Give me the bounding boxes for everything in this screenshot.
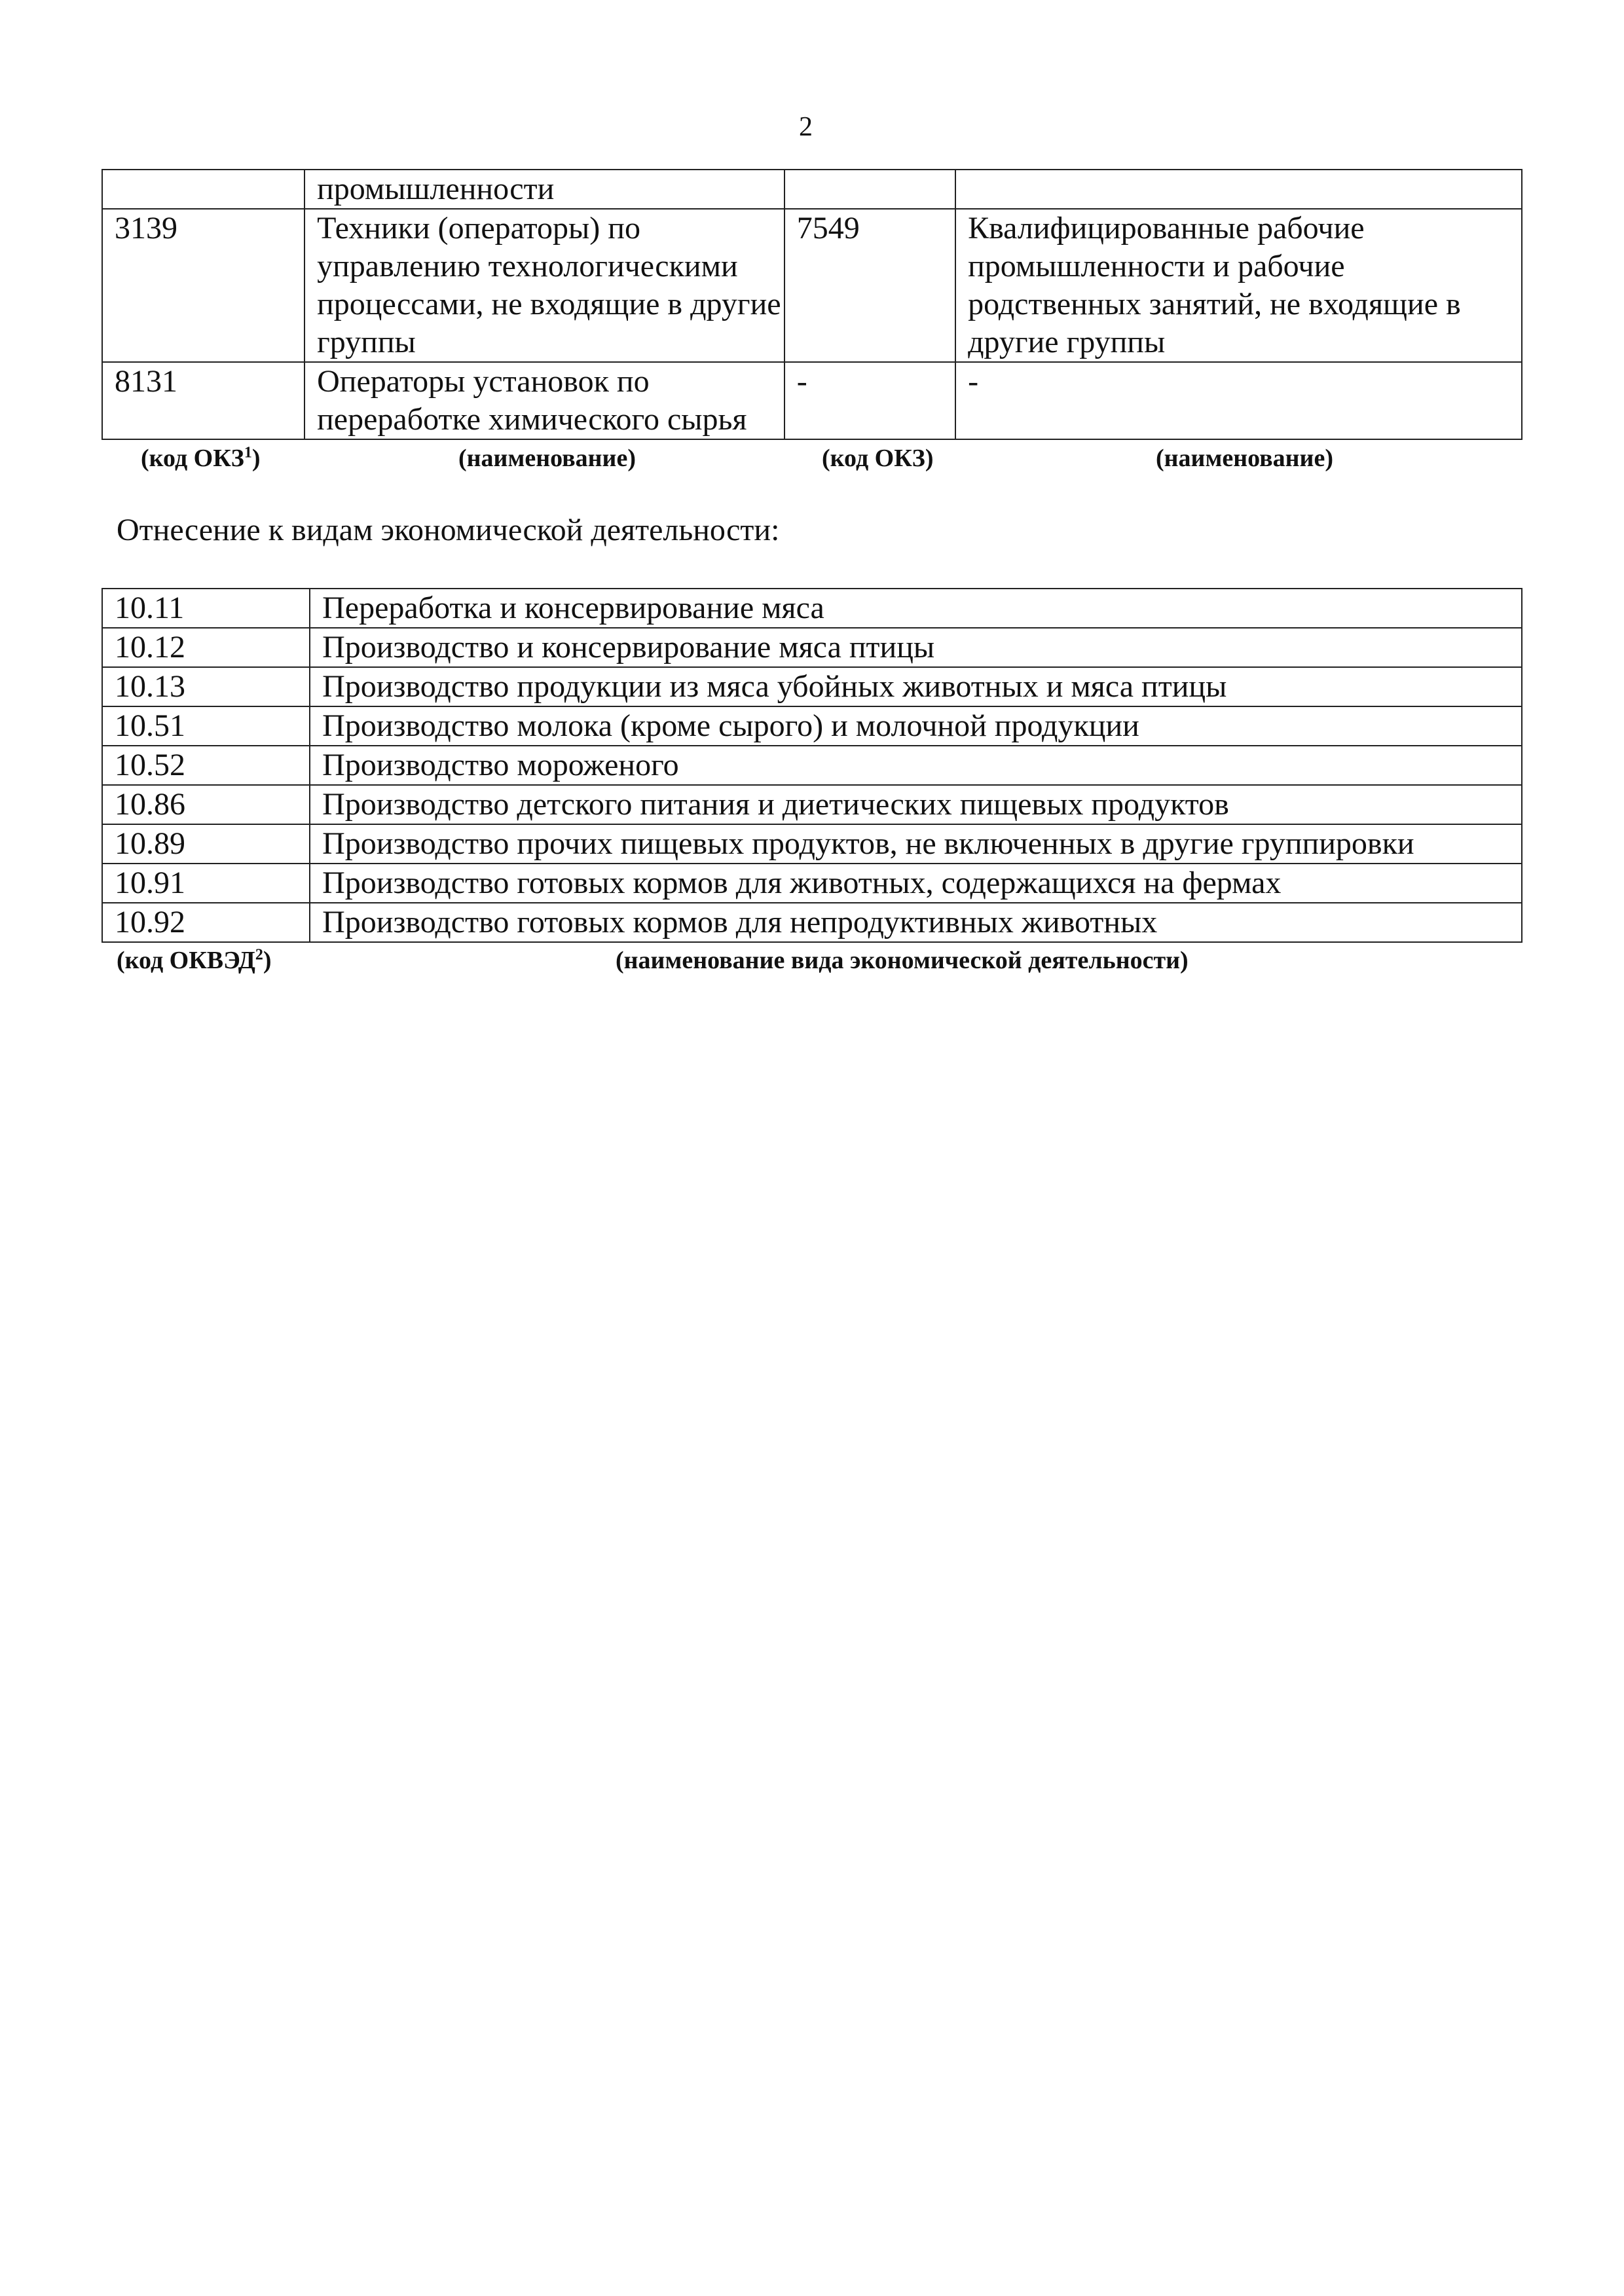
okved-name-cell: Производство продукции из мяса убойных животных и мяса птицы [310, 667, 1522, 706]
okved-code-cell: 10.12 [102, 628, 310, 667]
section-heading: Отнесение к видам экономической деятельности: [117, 513, 780, 547]
table-row [102, 706, 1522, 746]
okz-code-cell [102, 170, 304, 209]
okved-name-cell: Производство детского питания и диетических пищевых продуктов [310, 785, 1522, 824]
okved-name-cell: Производство мороженого [310, 746, 1522, 785]
okved-name-cell: Переработка и консервирование мяса [310, 589, 1522, 628]
table-row [102, 903, 1522, 942]
okved-code-cell: 10.51 [102, 706, 310, 746]
okz-name-cell: Квалифицированные рабочие промышленности и рабочие родственных занятий, не входящие в другие группы [955, 209, 1522, 362]
okved-name-cell: Производство и консервирование мяса птицы [310, 628, 1522, 667]
okved-code-cell: 10.86 [102, 785, 310, 824]
okz-table [101, 169, 1522, 440]
okz-name-cell [955, 170, 1522, 209]
okved-name-cell: Производство молока (кроме сырого) и молочной продукции [310, 706, 1522, 746]
okved-code-cell: 10.91 [102, 864, 310, 903]
table-row [102, 824, 1522, 864]
okved-code-cell: 10.92 [102, 903, 310, 942]
caption-okz-name: (наименование) [458, 445, 636, 472]
caption-okved-name: (наименование вида экономической деятельности) [616, 947, 1189, 974]
table-row [102, 589, 1522, 628]
table-row [102, 628, 1522, 667]
okz-code-cell: - [784, 362, 955, 439]
okz-code-cell: 7549 [784, 209, 955, 362]
table-row [102, 362, 1522, 439]
page-number: 2 [799, 112, 813, 142]
caption-okved-code: (код ОКВЭД$^2$) [117, 946, 272, 974]
okved-code-cell: 10.11 [102, 589, 310, 628]
table-row [102, 785, 1522, 824]
okz-name-cell: промышленности [304, 170, 784, 209]
table-row [102, 209, 1522, 362]
okz-name-cell: Операторы установок по переработке химического сырья [304, 362, 784, 439]
caption-okz-name-right: (наименование) [1156, 445, 1333, 472]
table-row [102, 667, 1522, 706]
okz-name-cell: - [955, 362, 1522, 439]
okz-code-cell [784, 170, 955, 209]
okz-name-cell: Техники (операторы) по управлению технологическими процессами, не входящие в другие группы [304, 209, 784, 362]
okved-name-cell: Производство прочих пищевых продуктов, не включенных в другие группировки [310, 824, 1522, 864]
table-row [102, 746, 1522, 785]
caption-okz-code-right: (код ОКЗ) [822, 445, 934, 472]
okved-code-cell: 10.13 [102, 667, 310, 706]
okved-name-cell: Производство готовых кормов для животных, содержащихся на фермах [310, 864, 1522, 903]
okz-code-cell: 8131 [102, 362, 304, 439]
okved-table [101, 588, 1522, 943]
okved-code-cell: 10.52 [102, 746, 310, 785]
okved-code-cell: 10.89 [102, 824, 310, 864]
okved-name-cell: Производство готовых кормов для непродуктивных животных [310, 903, 1522, 942]
table-row [102, 864, 1522, 903]
table-row [102, 170, 1522, 209]
okz-code-cell: 3139 [102, 209, 304, 362]
caption-okz-code: (код ОКЗ$^1$) [141, 444, 261, 472]
